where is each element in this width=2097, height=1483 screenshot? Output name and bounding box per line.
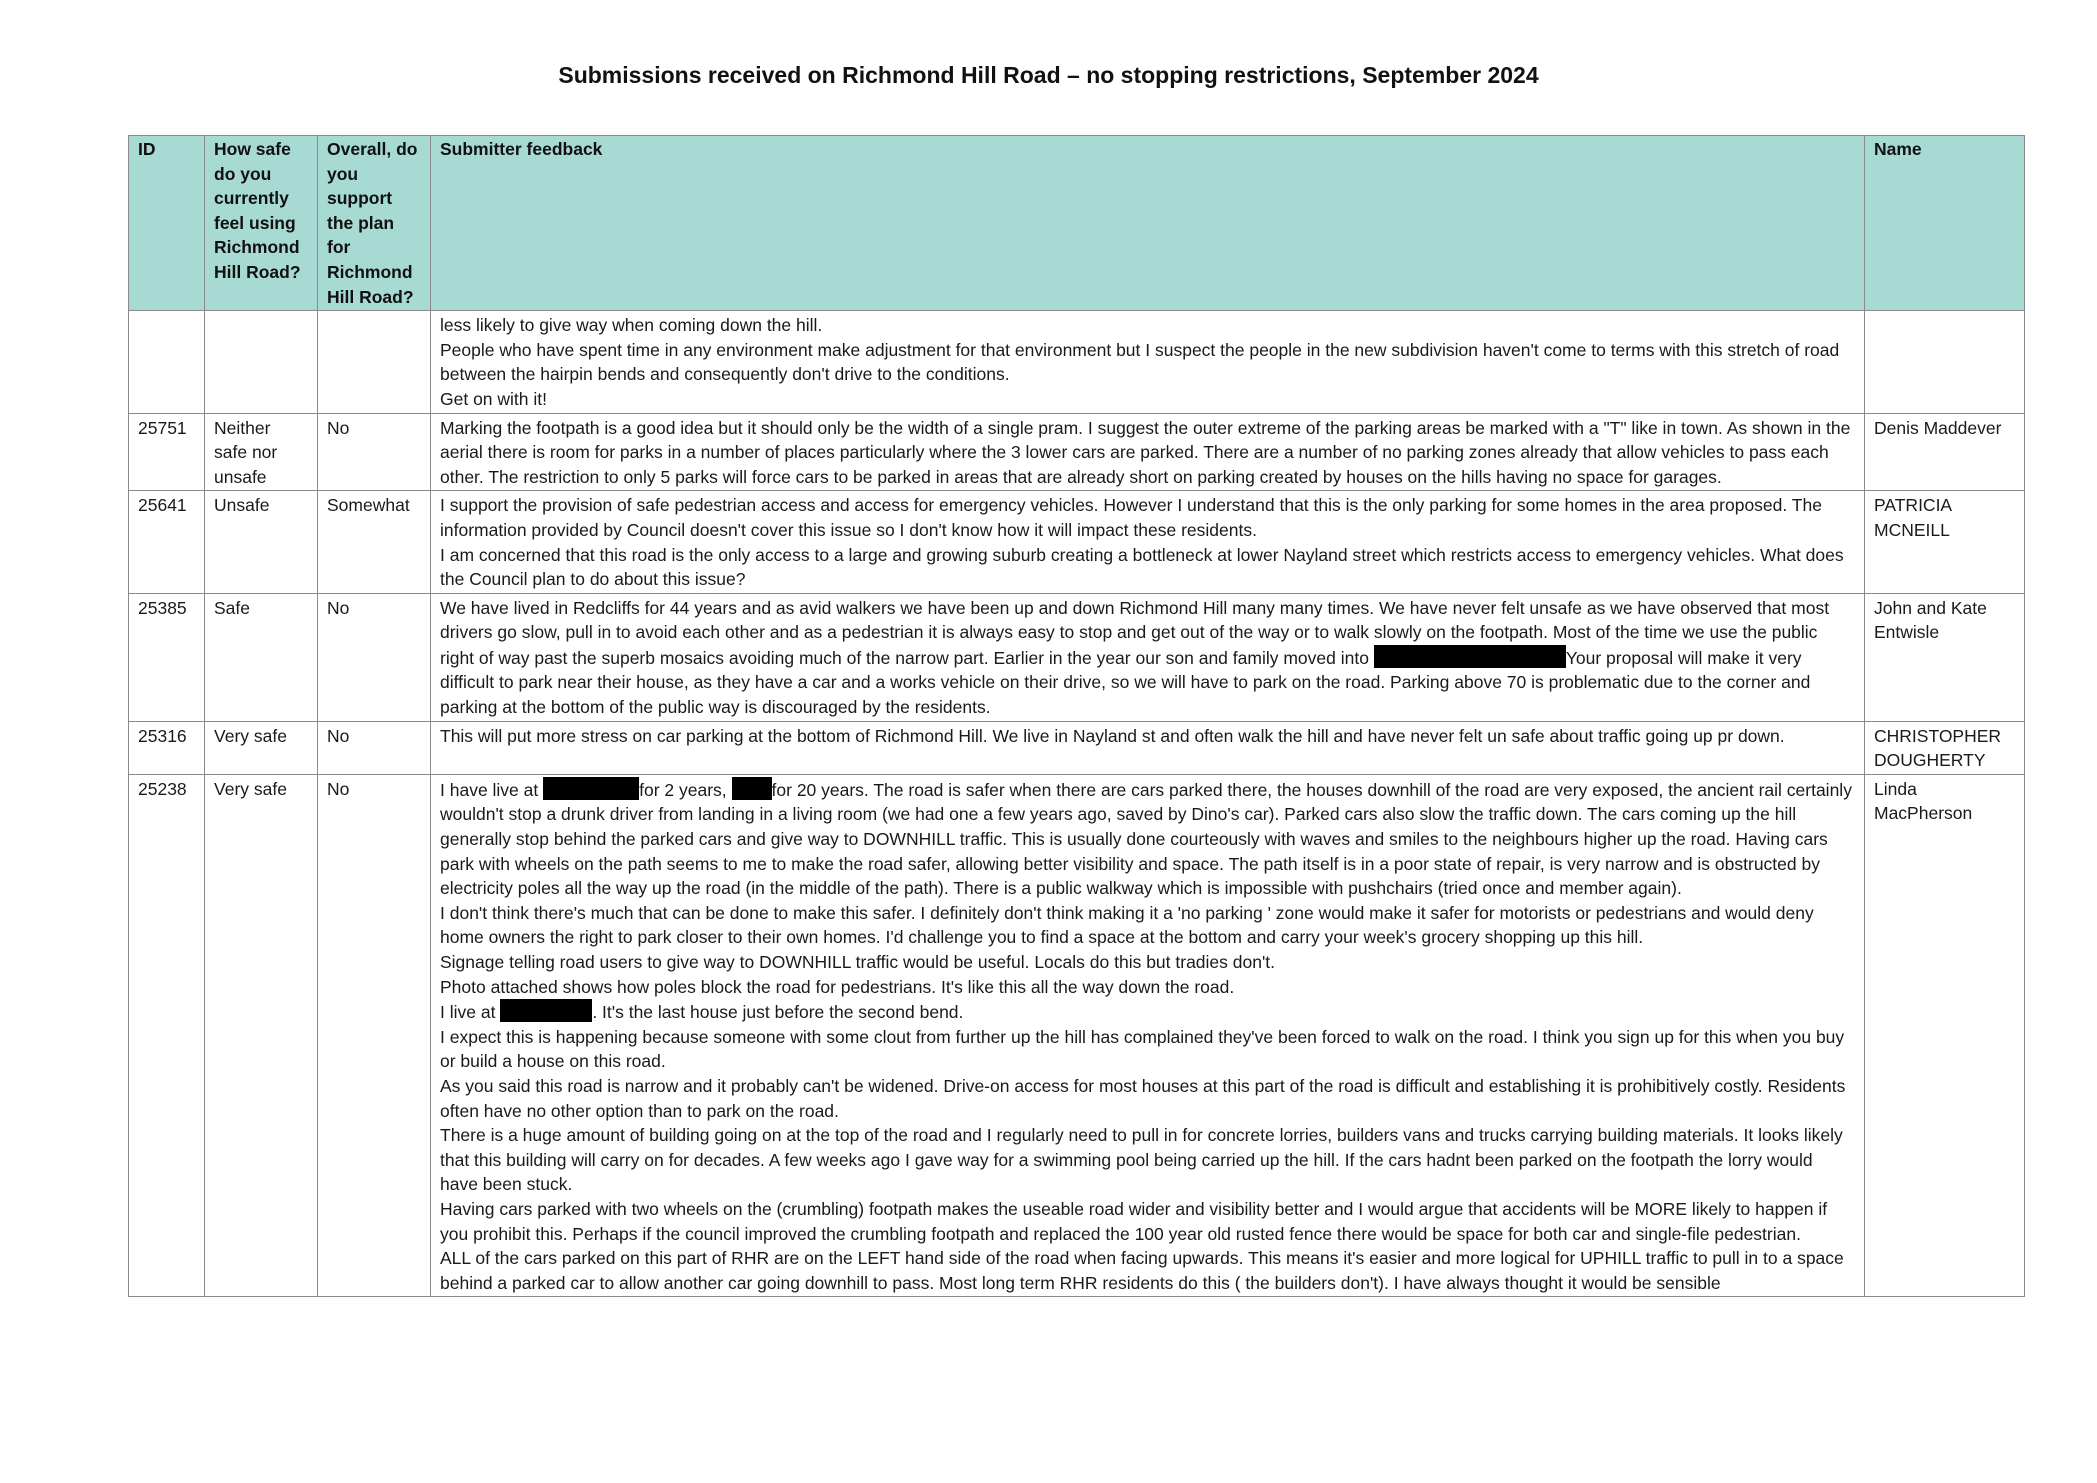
feedback-paragraph: Signage telling road users to give way to DOWNHILL traffic would be useful. Locals do this but tradies don't. — [440, 952, 1276, 972]
cell-name: Linda MacPherson — [1865, 774, 2025, 1296]
feedback-text: . It's the last house just before the second bend. — [592, 1002, 964, 1023]
feedback-paragraph: ALL of the cars parked on this part of RHR are on the LEFT hand side of the road when facing upwards. This means it's easier and more logical for UPHILL traffic to pull in to a space behind a parked car to allow another car going downhill to pass. Most long term RHR residents do this ( the builders don't). I have always thought it would be sensible — [440, 1248, 1844, 1293]
feedback-text: for 2 years, — [639, 779, 732, 800]
header-name: Name — [1865, 136, 2025, 311]
cell-feedback — [431, 721, 1865, 774]
feedback-paragraph — [440, 596, 1855, 720]
cell-id: 25385 — [129, 593, 205, 721]
table-row — [129, 721, 2025, 774]
feedback-paragraph: I am concerned that this road is the only access to a large and growing suburb creating a bottleneck at lower Nayland street which restricts access to emergency vehicles. What does the Council plan to do about this issue? — [440, 544, 1844, 590]
feedback-paragraph: I support the provision of safe pedestrian access and access for emergency vehicles. However I understand that this is the only parking for some homes in the area proposed. The information provided by Council doesn't cover this issue so I don't know how it will impact these residents. — [440, 495, 1822, 540]
cell-safety: Very safe — [205, 774, 318, 1296]
cell-safety: Very safe — [205, 721, 318, 774]
cell-support — [318, 311, 431, 413]
table-row — [129, 774, 2025, 1296]
cell-id: 25751 — [129, 413, 205, 491]
cell-name — [1865, 311, 2025, 413]
feedback-paragraph: I expect this is happening because someone with some clout from further up the hill has complained they've been forced to walk on the road. I think you sign up for this when you buy or build a house on this road. — [440, 1026, 1845, 1072]
cell-safety — [205, 311, 318, 413]
cell-safety: Unsafe — [205, 491, 318, 593]
cell-name: John and Kate Entwisle — [1865, 593, 2025, 721]
cell-id: 25316 — [129, 721, 205, 774]
feedback-paragraph: Marking the footpath is a good idea but it should only be the width of a single pram. I suggest the outer extreme of the parking areas be marked with a "T" like in town. As shown in the aerial there is room for parks in a number of places particularly where the 3 lower cars are parked. There are a number of no parking zones already that allow vehicles to pass each other. The restriction to only 5 parks will force cars to be parked in areas that are already short on parking created by houses on the hills having no space for garages. — [440, 417, 1851, 487]
feedback-paragraph: As you said this road is narrow and it probably can't be widened. Drive-on access for most houses at this part of the road is difficult and establishing it is prohibitively costly. Residents often have no other option than to park on the road. — [440, 1075, 1846, 1121]
feedback-paragraph: Photo attached shows how poles block the road for pedestrians. It's like this all the way down the road. — [440, 976, 1235, 997]
cell-support: No — [318, 774, 431, 1296]
cell-feedback — [431, 593, 1865, 721]
feedback-paragraph — [440, 999, 1855, 1025]
table-row — [129, 491, 2025, 593]
table-row — [129, 593, 2025, 721]
feedback-paragraph: There is a huge amount of building going on at the top of the road and I regularly need to pull in for concrete lorries, builders vans and trucks carrying building materials. It looks likely that this building will carry on for decades. A few weeks ago I gave way for a swimming pool being carried up the hill. If the cars hadnt been parked on the footpath the lorry would have been stuck. — [440, 1125, 1843, 1195]
submissions-table — [128, 135, 2025, 1297]
feedback-paragraph: This will put more stress on car parking at the bottom of Richmond Hill. We live in Nayland st and often walk the hill and have never felt un safe about traffic going up pr down. — [440, 725, 1785, 746]
feedback-paragraph: Having cars parked with two wheels on the (crumbling) footpath makes the useable road wider and visibility better and I would argue that accidents will be MORE likely to happen if you prohibit this. Perhaps if the council improved the crumbling footpath and replaced the 100 year old rusted fence there would be space for both car and single-file pedestrian. — [440, 1198, 1828, 1244]
feedback-paragraph: People who have spent time in any environment make adjustment for that environment but I suspect the people in the new subdivision haven't come to terms with this stretch of road between the hairpin bends and consequently don't drive to the conditions. — [440, 339, 1840, 385]
cell-support: Somewhat — [318, 491, 431, 593]
feedback-text: for 20 years. The road is safer when there are cars parked there, the houses downhill of the road are very exposed, the ancient rail certainly wouldn't stop a drunk driver from landing in a living room (we had one a few years ago, saved by Dino's car). Parked cars also slow the traffic down. The cars coming up the hill generally stop behind the parked cars and give way to DOWNHILL traffic. This is usually done courteously with waves and smiles to the neighbours higher up the road. Having cars park with wheels on the path seems to me to make the road safer, allowing better visibility and space. The path itself is in a poor state of repair, is very narrow and is obstructed by electricity poles all the way up the road (in the middle of the path). There is a public walkway which is impossible with pushchairs (tried once and member again). — [440, 779, 1852, 899]
feedback-text: I live at — [440, 1002, 501, 1023]
cell-name: CHRISTOPHER DOUGHERTY — [1865, 721, 2025, 774]
header-support: Overall, do you support the plan for Richmond Hill Road? — [318, 136, 431, 311]
cell-safety: Safe — [205, 593, 318, 721]
feedback-text: I have live at — [440, 779, 544, 800]
cell-name: PATRICIA MCNEILL — [1865, 491, 2025, 593]
cell-id: 25641 — [129, 491, 205, 593]
feedback-paragraph: less likely to give way when coming down the hill. — [440, 315, 823, 336]
cell-feedback — [431, 491, 1865, 593]
header-id: ID — [129, 136, 205, 311]
cell-name: Denis Maddever — [1865, 413, 2025, 491]
cell-support: No — [318, 593, 431, 721]
feedback-text: Your proposal will make it very difficult to park near their house, as they have a car and a works vehicle on their drive, so we will have to park on the road. Parking above 70 is problematic due to the corner and parking at the bottom of the public way is discouraged by the residents. — [440, 647, 1811, 718]
table-row — [129, 311, 2025, 413]
redaction-block — [732, 777, 772, 800]
header-safety: How safe do you currently feel using Richmond Hill Road? — [205, 136, 318, 311]
cell-feedback — [431, 774, 1865, 1296]
cell-support: No — [318, 721, 431, 774]
table-row — [129, 413, 2025, 491]
cell-feedback — [431, 413, 1865, 491]
redaction-block — [543, 777, 639, 800]
cell-id: 25238 — [129, 774, 205, 1296]
cell-feedback — [431, 311, 1865, 413]
cell-safety: Neither safe nor unsafe — [205, 413, 318, 491]
cell-support: No — [318, 413, 431, 491]
table-header-row — [129, 136, 2025, 311]
feedback-paragraph: I don't think there's much that can be done to make this safer. I definitely don't think making it a 'no parking ' zone would make it safer for motorists or pedestrians and would deny home owners the right to park closer to their own homes. I'd challenge you to find a space at the bottom and carry your week's grocery shopping up this hill. — [440, 902, 1814, 948]
redaction-block — [500, 999, 592, 1022]
page-title: Submissions received on Richmond Hill Road – no stopping restrictions, September 2024 — [558, 62, 1539, 88]
feedback-paragraph: Get on with it! — [440, 388, 547, 409]
cell-id — [129, 311, 205, 413]
redaction-block — [1374, 645, 1566, 668]
feedback-paragraph — [440, 777, 1855, 901]
header-feedback: Submitter feedback — [431, 136, 1865, 311]
feedback-text: We have lived in Redcliffs for 44 years and as avid walkers we have been up and down Richmond Hill many many times. We have never felt unsafe as we have observed that most drivers go slow, pull in to avoid each other and as a pedestrian it is always easy to stop and get out of the way or to walk slowly on the footpath. Most of the time we use the public right of way past the superb mosaics avoiding much of the narrow part. Earlier in the year our son and family moved into — [440, 597, 1830, 668]
